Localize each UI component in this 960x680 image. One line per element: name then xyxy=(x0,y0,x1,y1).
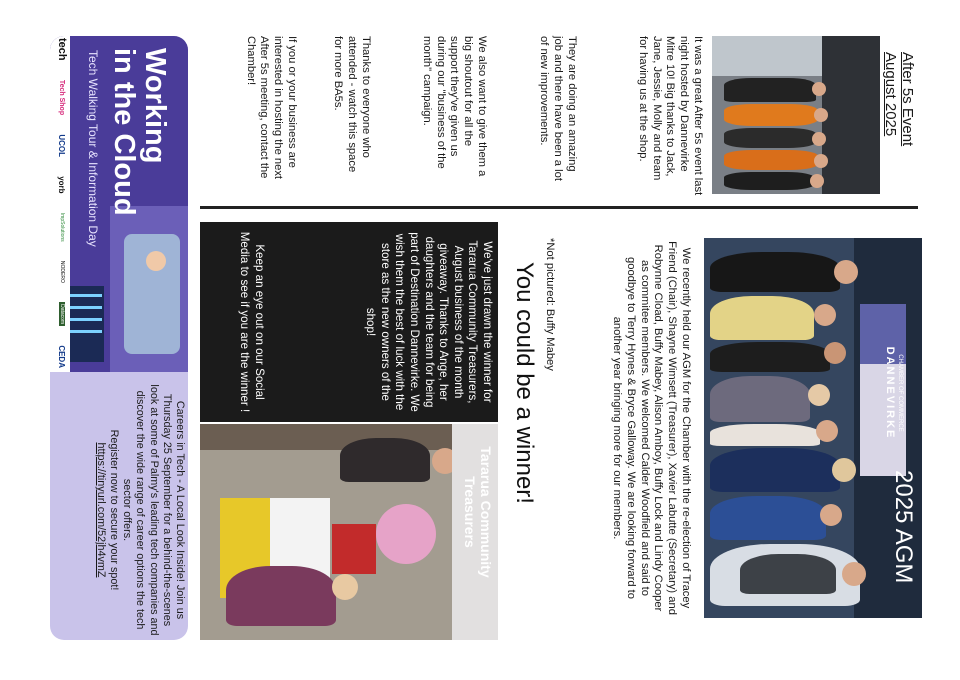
agm-note xyxy=(542,238,556,438)
after5s-photo xyxy=(712,36,880,194)
logo-nodero: NODERO xyxy=(59,260,65,283)
winner-shop-sign xyxy=(462,432,494,632)
cloud-register-link[interactable]: https://tinyurl.com/52jh4vmZ xyxy=(94,442,107,578)
logo-datacom: Datacom xyxy=(59,304,65,325)
cloud-body xyxy=(94,384,186,636)
cloud-body-text: Careers in Tech - A Local Look Inside! Join us Thursday 25 September for a behind-the-scenes look at some of Palmy's leading tech companies and discover the wide range of career options the tech sector offers. xyxy=(121,384,186,636)
winner-shop-sign-text: Tararua Community Treasurers xyxy=(462,446,494,578)
cloud-subtitle xyxy=(86,50,100,340)
after5s-para3-text: We also want to give them a big shoutout for all the support they've given us during our "business of the month" campaign. xyxy=(420,36,488,177)
winner-title-text: You could be a winner! xyxy=(511,262,538,504)
after5s-para2-text: They are doing an amazing job and there have been a lot of new improvements. xyxy=(538,36,578,181)
logo-tech: tech xyxy=(56,38,68,61)
cloud-title-line2: in the Cloud xyxy=(108,48,140,216)
cloud-title xyxy=(108,48,170,348)
agm-body-text: We recently held our AGM for the Chamber with the re-election of Tracey Friend (Chair), Shayne Wimsett (Treasurer), Xavier Labutte (Secretary) and Robynne Cload, Buffy Mabey, Alison Amboy, Buffy Lock and Lindy Cooper as commitee members. We welcomed Calder Woodfield and said to goodbye to Terry Hynes & Bryce Galloway. We are looking forward to another year bringing more for our members. xyxy=(611,241,692,615)
winner-body xyxy=(363,228,494,416)
after5s-para4-text: Thanks to everyone who attended - watch this space for more BA5s. xyxy=(332,36,372,173)
after5s-paragraph-5 xyxy=(243,36,298,186)
after5s-title-line1: After 5s Event xyxy=(899,52,916,147)
agm-banner-line1: DANNEVIRKE xyxy=(884,346,896,440)
agm-banner-line2: CHAMBER OF COMMERCE xyxy=(897,354,903,432)
after5s-paragraph-2 xyxy=(537,36,578,186)
agm-title-text: 2025 AGM xyxy=(890,470,917,584)
cloud-title-line1: Working xyxy=(139,48,171,164)
logo-impsolutions: ImpSolutions xyxy=(59,212,65,242)
winner-body-2 xyxy=(237,228,266,416)
cloud-register-text: Register now to secure your spot! xyxy=(107,429,120,591)
winner-para2: Keep an eye out on our Social Media to see if you are the winner ! xyxy=(238,231,266,413)
logo-tech-shop: Tech Shop xyxy=(58,79,66,116)
agm-title xyxy=(890,470,916,620)
winner-shop-photo xyxy=(200,424,498,640)
after5s-paragraph-1 xyxy=(635,36,704,196)
logo-yorb: yorb xyxy=(57,176,67,194)
after5s-paragraph-3 xyxy=(419,36,488,186)
after5s-title-line2: August 2025 xyxy=(882,52,899,137)
winner-title xyxy=(510,262,538,602)
agm-note-text: *Not pictured: Buffy Mabey xyxy=(544,238,556,371)
after5s-title xyxy=(882,52,916,202)
logo-ucol: UCOL xyxy=(57,134,67,157)
after5s-para1-text: It was a great After 5s event last night hosted by Dannevirke Mitre 10! Big thanks to Jack, Jane, Jessie, Molly and team for having us at the shop. xyxy=(636,36,704,196)
cloud-subtitle-text: Tech Walking Tour & Information Day xyxy=(86,50,100,247)
after5s-para5-text: If you or your business are interested in hosting the next After 5s meeting, contact the Chamber! xyxy=(244,36,298,180)
section-divider xyxy=(200,206,918,209)
after5s-paragraph-4 xyxy=(331,36,372,186)
logo-ceda: CEDA xyxy=(57,345,67,368)
cloud-logos xyxy=(56,38,68,368)
agm-banner-text xyxy=(883,310,904,476)
winner-para1: We've just drawn the winner for Tararua Community Treasurers, August business of the month giveaway. Thanks to Ange, her daughters and the team for being part of Destination Dannevirke. We wish them the best of luck with the store as the new owners of the shop! xyxy=(364,232,494,412)
agm-body xyxy=(609,240,692,616)
